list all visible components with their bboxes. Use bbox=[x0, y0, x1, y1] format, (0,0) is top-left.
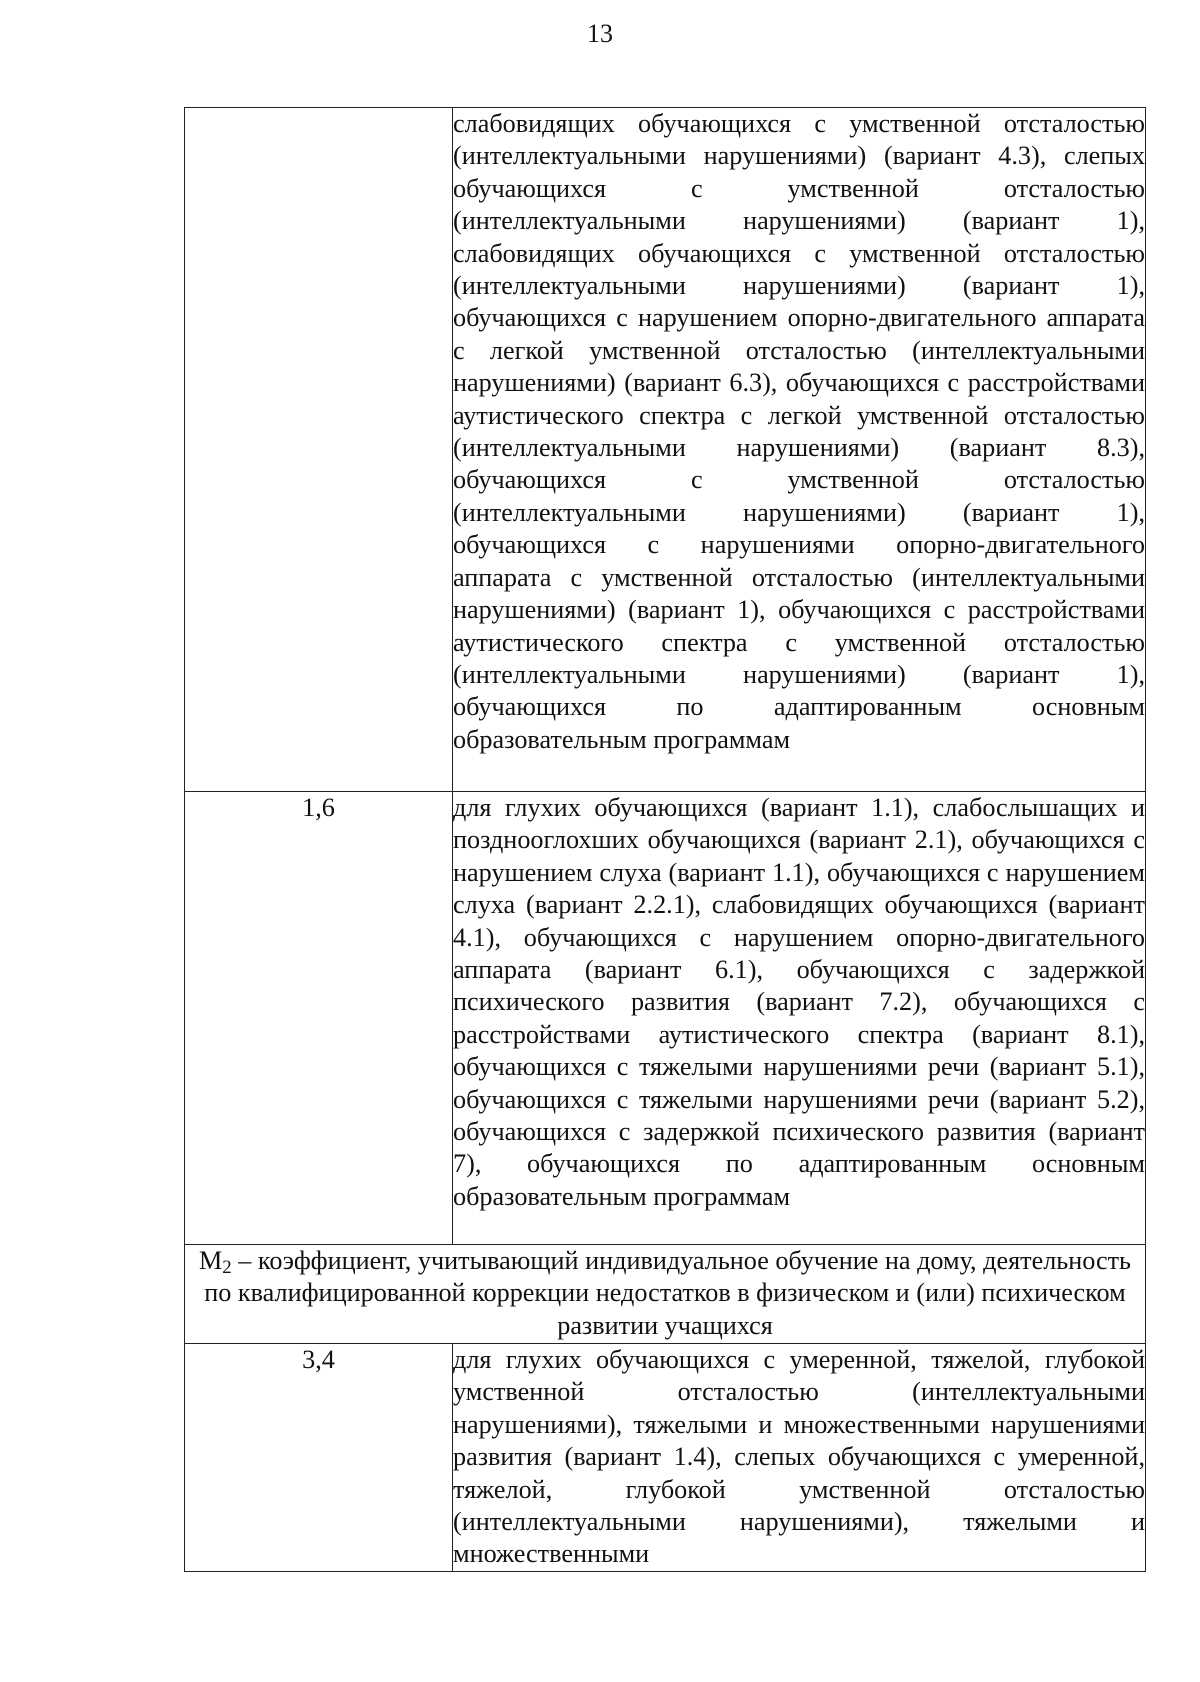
coefficient-cell: 1,6 bbox=[185, 792, 453, 1245]
description-cell bbox=[453, 108, 1146, 792]
coefficient-table bbox=[184, 107, 1146, 1572]
section-header-text: – коэффициент, учитывающий индивидуальное обучение на дому, деятельность по квалифицированной коррекции недостатков в физическом и (или) психическом развитии учащихся bbox=[204, 1246, 1131, 1340]
table-row bbox=[185, 108, 1146, 792]
page-number: 13 bbox=[587, 19, 613, 48]
coefficient-cell bbox=[185, 108, 453, 792]
coefficient-symbol: M bbox=[199, 1246, 223, 1275]
description-cell bbox=[453, 1344, 1146, 1572]
coefficient-subscript: 2 bbox=[222, 1256, 232, 1278]
coefficient-cell: 3,4 bbox=[185, 1344, 453, 1572]
description-text: для глухих обучающихся с умеренной, тяжелой, глубокой умственной отсталостью (интеллектуальными нарушениями), тяжелыми и множественными нарушениями развития (вариант 1.4), слепых обучающихся с умеренной, тяжелой, глубокой умственной отсталостью (интеллектуальными нарушениями), тяжелыми и множественными bbox=[453, 1345, 1145, 1569]
description-text: для глухих обучающихся (вариант 1.1), слабослышащих и позднооглохших обучающихся (вариант 2.1), обучающихся с нарушением слуха (вариант 1.1), обучающихся с нарушением слуха (вариант 2.2.1), слабовидящих обучающихся (вариант 4.1), обучающихся с нарушением опорно-двигательного аппарата (вариант 6.1), обучающихся с задержкой психического развития (вариант 7.2), обучающихся с расстройствами аутистического спектра (вариант 8.1), обучающихся с тяжелыми нарушениями речи (вариант 5.1), обучающихся с тяжелыми нарушениями речи (вариант 5.2), обучающихся с задержкой психического развития (вариант 7), обучающихся по адаптированным основным образовательным программам bbox=[453, 793, 1145, 1211]
description-text: слабовидящих обучающихся с умственной отсталостью (интеллектуальными нарушениями) (вариант 4.3), слепых обучающихся с умственной отсталостью (интеллектуальными нарушениями) (вариант 1), слабовидящих обучающихся с умственной отсталостью (интеллектуальными нарушениями) (вариант 1), обучающихся с нарушением опорно-двигательного аппарата с легкой умственной отсталостью (интеллектуальными нарушениями) (вариант 6.3), обучающихся с расстройствами аутистического спектра с легкой умственной отсталостью (интеллектуальными нарушениями) (вариант 8.3), обучающихся с умственной отсталостью (интеллектуальными нарушениями) (вариант 1), обучающихся с нарушениями опорно-двигательного аппарата с умственной отсталостью (интеллектуальными нарушениями) (вариант 1), обучающихся с расстройствами аутистического спектра с умственной отсталостью (интеллектуальными нарушениями) (вариант 1), обучающихся по адаптированным основным образовательным программам bbox=[453, 109, 1145, 754]
section-header-row bbox=[185, 1245, 1146, 1344]
table-row bbox=[185, 1344, 1146, 1572]
section-header-cell bbox=[185, 1245, 1146, 1344]
description-cell bbox=[453, 792, 1146, 1245]
table-row bbox=[185, 792, 1146, 1245]
